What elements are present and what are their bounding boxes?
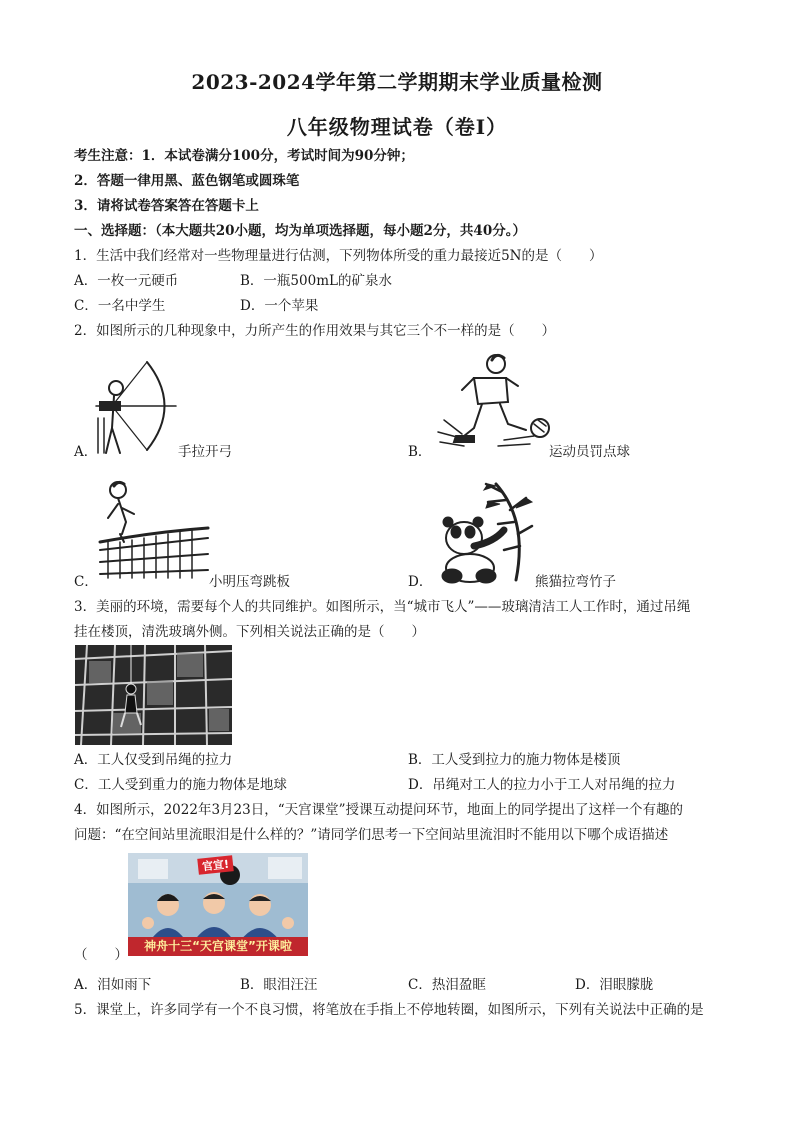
panda-bamboo-drawing bbox=[436, 480, 536, 584]
q4-option-a: A．泪如雨下 bbox=[74, 977, 152, 993]
diving-board-drawing bbox=[98, 478, 210, 584]
q2-option-b-caption: 运动员罚点球 bbox=[549, 444, 630, 460]
q3-stem-line2: 挂在楼顶，清洗玻璃外侧。下列相关说法正确的是（ ） bbox=[74, 624, 425, 640]
q4-option-c: C．热泪盈眶 bbox=[408, 977, 486, 993]
photo-banner: 神舟十三“天宫课堂”开课啦 bbox=[128, 937, 308, 956]
q2-option-c-caption: 小明压弯跳板 bbox=[209, 574, 290, 590]
q3-option-c: C．工人受到重力的施力物体是地球 bbox=[74, 777, 287, 793]
q4-stem-line2: 问题：“在空间站里流眼泪是什么样的？”请同学们思考一下空间站里流泪时不能用以下哪个成语描述 bbox=[74, 827, 669, 843]
q1-option-c: C．一名中学生 bbox=[74, 298, 166, 314]
q3-option-d: D．吊绳对工人的拉力小于工人对吊绳的拉力 bbox=[408, 777, 676, 793]
soccer-player-drawing bbox=[434, 350, 550, 454]
exam-title: 2023-2024学年第二学期期末学业质量检测 bbox=[191, 70, 603, 94]
q3-option-b: B．工人受到拉力的施力物体是楼顶 bbox=[408, 752, 621, 768]
q2-option-d-label: D． bbox=[408, 574, 433, 590]
q4-paren: （ ） bbox=[74, 947, 128, 963]
q2-stem: 2．如图所示的几种现象中，力所产生的作用效果与其它三个不一样的是（ ） bbox=[74, 323, 556, 339]
q3-option-a: A．工人仅受到吊绳的拉力 bbox=[74, 752, 233, 768]
window-cleaner-photo bbox=[75, 645, 232, 745]
archer-drawing bbox=[92, 358, 178, 454]
q1-stem: 1．生活中我们经常对一些物理量进行估测，下列物体所受的重力最接近5N的是（ ） bbox=[74, 248, 603, 264]
q1-option-d: D．一个苹果 bbox=[240, 298, 319, 314]
q2-option-a-label: A． bbox=[74, 444, 98, 460]
note-1: 考生注意：1．本试卷满分100分，考试时间为90分钟； bbox=[74, 148, 414, 164]
note-2: 2．答题一律用黑、蓝色钢笔或圆珠笔 bbox=[74, 173, 300, 189]
exam-subtitle: 八年级物理试卷（卷Ⅰ） bbox=[286, 115, 508, 139]
q2-option-d-caption: 熊猫拉弯竹子 bbox=[535, 574, 616, 590]
badge-announcement: 官宣! bbox=[197, 855, 234, 875]
q3-stem-line1: 3．美丽的环境，需要每个人的共同维护。如图所示，当“城市飞人”——玻璃清洁工人工作时，通过吊绳 bbox=[74, 599, 691, 615]
q2-option-b-label: B． bbox=[408, 444, 432, 460]
q2-option-a-caption: 手拉开弓 bbox=[178, 444, 232, 460]
q1-option-a: A．一枚一元硬币 bbox=[74, 273, 179, 289]
q4-stem-line1: 4．如图所示，2022年3月23日，“天宫课堂”授课互动提问环节，地面上的同学提出了这样一个有趣的 bbox=[74, 802, 684, 818]
section-heading: 一、选择题：（本大题共20小题，均为单项选择题，每小题2分，共40分。） bbox=[74, 223, 526, 239]
q4-option-b: B．眼泪汪汪 bbox=[240, 977, 318, 993]
tiangong-classroom-photo bbox=[128, 853, 308, 956]
q1-option-b: B．一瓶500mL的矿泉水 bbox=[240, 273, 392, 289]
note-3: 3．请将试卷答案答在答题卡上 bbox=[74, 198, 259, 214]
q2-option-c-label: C． bbox=[74, 574, 98, 590]
q4-option-d: D．泪眼朦胧 bbox=[575, 977, 654, 993]
q5-stem: 5．课堂上，许多同学有一个不良习惯，将笔放在手指上不停地转圈，如图所示，下列有关说法中正确的是 bbox=[74, 1002, 704, 1018]
